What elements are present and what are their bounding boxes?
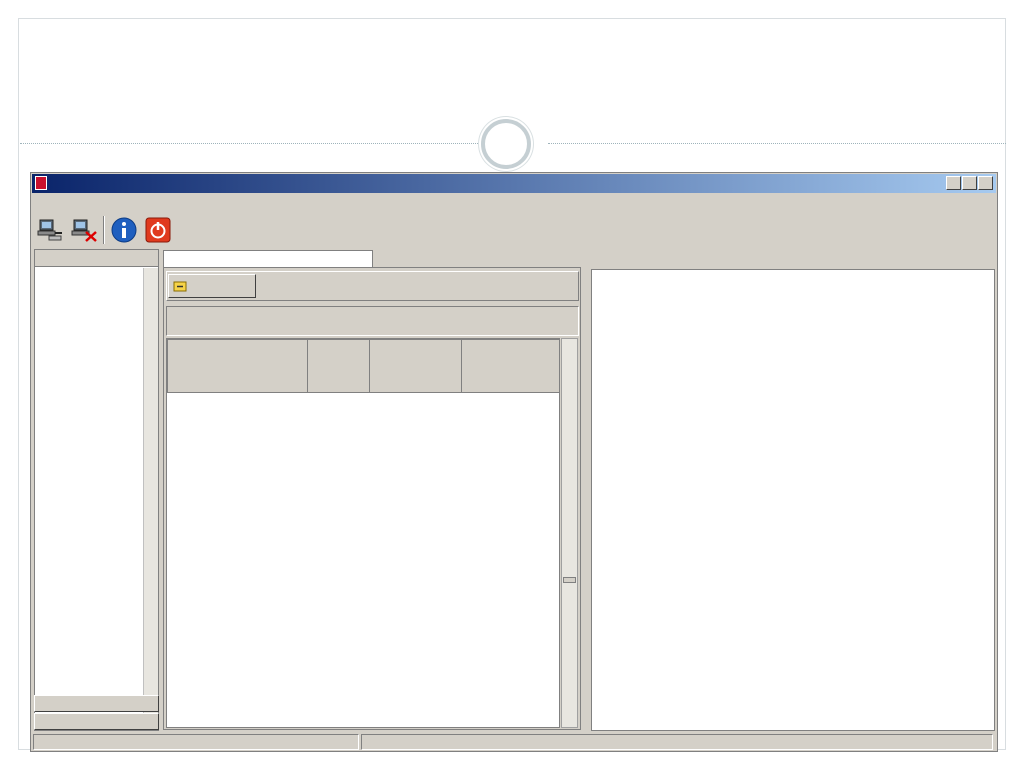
- close-button[interactable]: [978, 176, 993, 190]
- minimize-button[interactable]: [946, 176, 961, 190]
- app-icon: [35, 176, 47, 190]
- toolbar-separator: [103, 216, 105, 244]
- column-header-total[interactable]: [308, 340, 370, 393]
- faculty-grid: [166, 338, 560, 728]
- status-cell-empty: [33, 734, 359, 750]
- page-number-badge: [481, 119, 531, 169]
- maximize-button[interactable]: [962, 176, 977, 190]
- bar-chart: [592, 270, 994, 730]
- column-header-enrolled[interactable]: [370, 340, 462, 393]
- sidebar-header[interactable]: [35, 250, 158, 267]
- tab-panel: [163, 267, 581, 730]
- column-header-not-enrolled[interactable]: [462, 340, 561, 393]
- chart-panel: [591, 269, 995, 731]
- grid-scrollbar[interactable]: [561, 338, 578, 728]
- exit-button[interactable]: [143, 215, 173, 245]
- grid-caption: [166, 306, 579, 336]
- disconnect-icon: [71, 218, 97, 242]
- title-bar[interactable]: [32, 174, 996, 193]
- divider-left: [20, 143, 482, 144]
- status-bar: [33, 734, 995, 750]
- collapse-icon: [173, 280, 187, 292]
- tab-students-by-faculty[interactable]: [163, 250, 373, 268]
- grid-toolbar: [166, 271, 579, 301]
- menu-bar: [35, 195, 45, 211]
- sidebar: [34, 249, 159, 731]
- info-button[interactable]: [109, 215, 139, 245]
- connect-button[interactable]: [35, 215, 65, 245]
- collapse-all-button[interactable]: [168, 274, 256, 298]
- connect-icon: [37, 218, 63, 242]
- info-icon: [110, 216, 138, 244]
- sidebar-button-teachers[interactable]: [34, 695, 159, 712]
- power-icon: [144, 216, 172, 244]
- disconnect-button[interactable]: [69, 215, 99, 245]
- grid-scroll-thumb[interactable]: [563, 577, 576, 583]
- sidebar-scrollbar[interactable]: [143, 268, 158, 730]
- app-window: [30, 172, 998, 752]
- sidebar-button-faculties[interactable]: [34, 713, 159, 730]
- status-text: [361, 734, 993, 750]
- toolbar: [35, 213, 173, 247]
- divider-right: [548, 143, 1006, 144]
- column-header-faculty[interactable]: [168, 340, 308, 393]
